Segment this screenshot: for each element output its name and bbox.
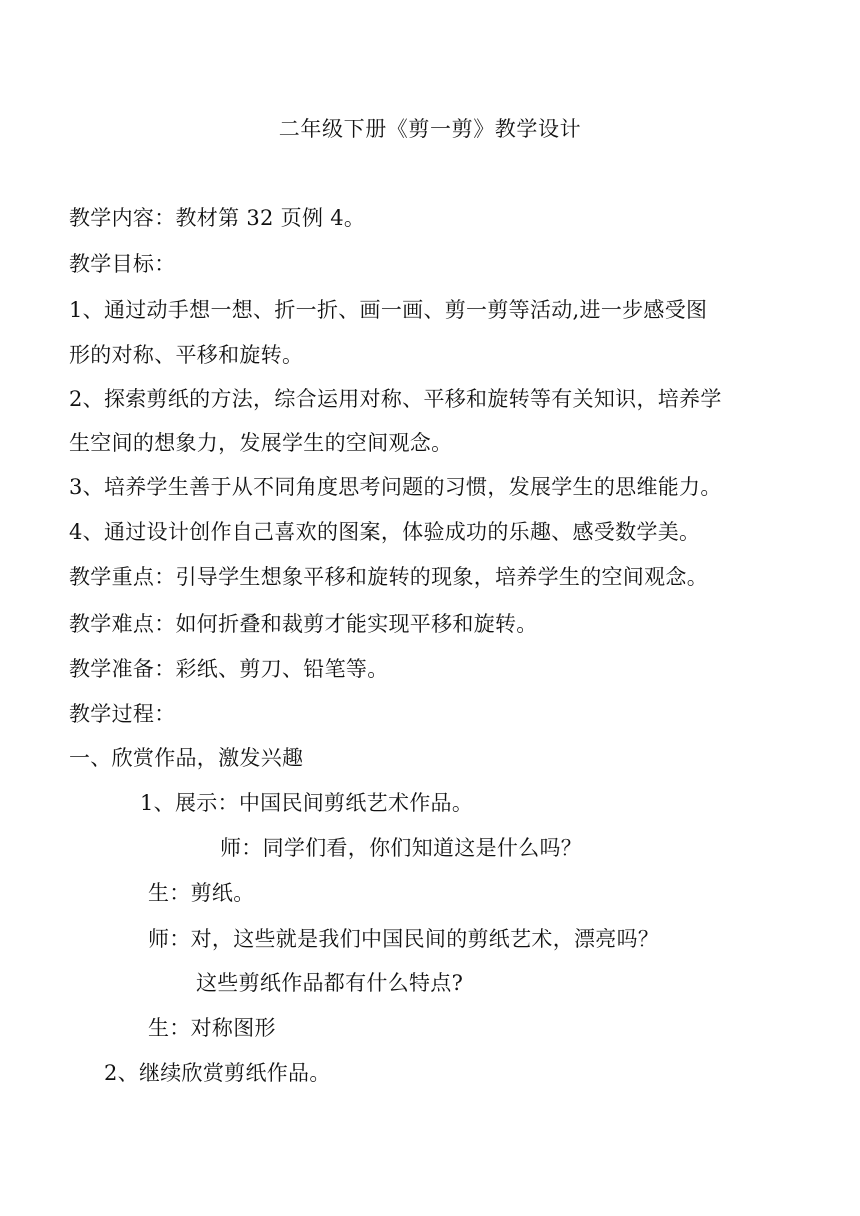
- student-line-1: 生：剪纸。: [148, 881, 255, 905]
- document-title: 二年级下册《剪一剪》教学设计: [278, 117, 582, 141]
- objectives-heading: 教学目标：: [69, 252, 176, 276]
- objective-3: 3、培养学生善于从不同角度思考问题的习惯，发展学生的思维能力。: [69, 475, 722, 499]
- objective-1-line-1: 1、通过动手想一想、折一折、画一画、剪一剪等活动,进一步感受图: [69, 298, 708, 322]
- key-points: 教学重点：引导学生想象平移和旋转的现象，培养学生的空间观念。: [69, 565, 708, 589]
- section-1-heading: 一、欣赏作品，激发兴趣: [69, 746, 304, 770]
- objective-2-line-2: 生空间的想象力，发展学生的空间观念。: [69, 431, 453, 455]
- step-1: 1、展示：中国民间剪纸艺术作品。: [140, 791, 474, 815]
- objective-4: 4、通过设计创作自己喜欢的图案，体验成功的乐趣、感受数学美。: [69, 520, 701, 544]
- step-2: 2、继续欣赏剪纸作品。: [104, 1061, 331, 1085]
- preparation: 教学准备：彩纸、剪刀、铅笔等。: [69, 657, 389, 681]
- teacher-line-2: 师：对，这些就是我们中国民间的剪纸艺术，漂亮吗？: [148, 927, 660, 951]
- difficulties: 教学难点：如何折叠和裁剪才能实现平移和旋转。: [69, 612, 538, 636]
- teaching-content: 教学内容：教材第 32 页例 4。: [69, 206, 366, 230]
- student-line-2: 生：对称图形: [148, 1016, 276, 1040]
- objective-2-line-1: 2、探索剪纸的方法，综合运用对称、平移和旋转等有关知识，培养学: [69, 387, 722, 411]
- teacher-line-2-continued: 这些剪纸作品都有什么特点?: [196, 971, 464, 995]
- teacher-line-1: 师：同学们看，你们知道这是什么吗？: [220, 836, 583, 860]
- process-heading: 教学过程：: [69, 702, 176, 726]
- objective-1-line-2: 形的对称、平移和旋转。: [69, 343, 304, 367]
